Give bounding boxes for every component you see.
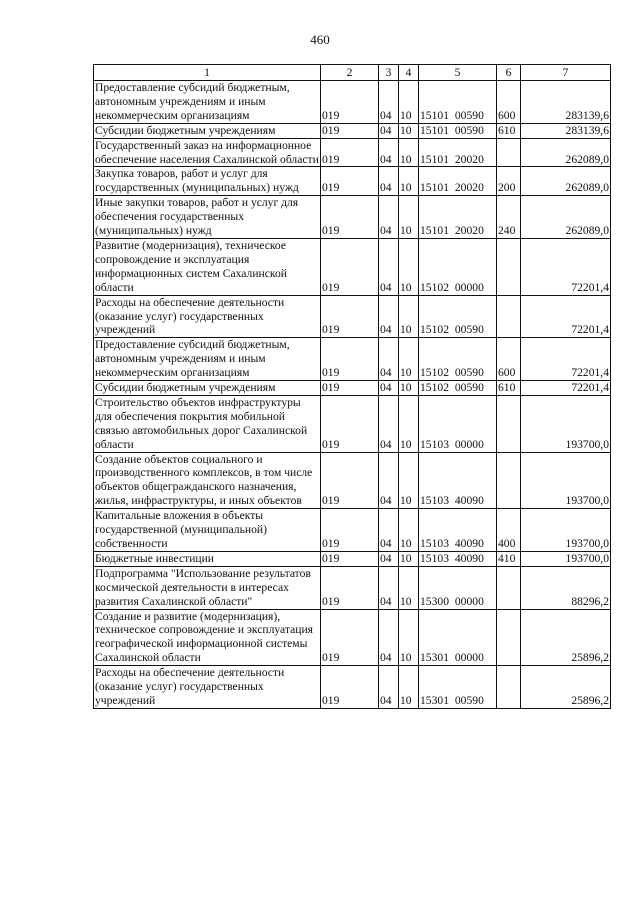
row-subsection-cell: 10 bbox=[399, 238, 419, 295]
table-body bbox=[94, 81, 611, 709]
row-code-cell: 019 bbox=[321, 167, 379, 196]
row-section-cell: 04 bbox=[379, 395, 399, 452]
table-row bbox=[94, 167, 611, 196]
page-number: 460 bbox=[310, 32, 330, 47]
table-row bbox=[94, 609, 611, 666]
row-subsection-cell: 10 bbox=[399, 338, 419, 381]
row-amount-cell: 72201,4 bbox=[521, 338, 611, 381]
row-expense-type-cell: 610 bbox=[497, 123, 521, 138]
row-expense-type-cell: 240 bbox=[497, 196, 521, 239]
row-amount-cell: 193700,0 bbox=[521, 452, 611, 509]
row-expense-type-cell bbox=[497, 138, 521, 167]
row-expense-type-cell bbox=[497, 238, 521, 295]
row-code-cell: 019 bbox=[321, 138, 379, 167]
row-expense-type-cell: 610 bbox=[497, 381, 521, 396]
row-expense-type-cell bbox=[497, 609, 521, 666]
row-expense-type-cell bbox=[497, 452, 521, 509]
row-subsection-cell: 10 bbox=[399, 381, 419, 396]
header-col-4: 4 bbox=[399, 65, 419, 81]
row-expense-type-cell bbox=[497, 566, 521, 609]
table-row bbox=[94, 196, 611, 239]
row-subsection-cell: 10 bbox=[399, 167, 419, 196]
table-row bbox=[94, 295, 611, 338]
row-code-cell: 019 bbox=[321, 196, 379, 239]
row-name-cell: Создание объектов социального и производственного комплексов, в том числе объектов общегражданского назначения, жилья, инфраструктуры, и иных объектов bbox=[94, 452, 321, 509]
row-code-cell: 019 bbox=[321, 566, 379, 609]
row-amount-cell: 25896,2 bbox=[521, 609, 611, 666]
row-subsection-cell: 10 bbox=[399, 196, 419, 239]
row-subsection-cell: 10 bbox=[399, 138, 419, 167]
row-target-article-cell: 15101 20020 bbox=[419, 138, 497, 167]
row-name-cell: Предоставление субсидий бюджетным, автономным учреждениям и иным некоммерческим организациям bbox=[94, 81, 321, 124]
row-name-cell: Предоставление субсидий бюджетным, автономным учреждениям и иным некоммерческим организациям bbox=[94, 338, 321, 381]
row-target-article-cell: 15102 00590 bbox=[419, 381, 497, 396]
row-amount-cell: 262089,0 bbox=[521, 138, 611, 167]
table-row bbox=[94, 666, 611, 709]
row-code-cell: 019 bbox=[321, 551, 379, 566]
row-expense-type-cell: 410 bbox=[497, 551, 521, 566]
row-code-cell: 019 bbox=[321, 338, 379, 381]
row-section-cell: 04 bbox=[379, 666, 399, 709]
table-row bbox=[94, 338, 611, 381]
row-section-cell: 04 bbox=[379, 238, 399, 295]
row-code-cell: 019 bbox=[321, 609, 379, 666]
row-section-cell: 04 bbox=[379, 196, 399, 239]
row-section-cell: 04 bbox=[379, 123, 399, 138]
row-subsection-cell: 10 bbox=[399, 551, 419, 566]
table-row bbox=[94, 123, 611, 138]
row-code-cell: 019 bbox=[321, 509, 379, 552]
row-target-article-cell: 15103 40090 bbox=[419, 509, 497, 552]
row-name-cell: Подпрограмма "Использование результатов космической деятельности в интересах развития Сахалинской области" bbox=[94, 566, 321, 609]
row-subsection-cell: 10 bbox=[399, 566, 419, 609]
row-section-cell: 04 bbox=[379, 381, 399, 396]
row-subsection-cell: 10 bbox=[399, 509, 419, 552]
row-name-cell: Субсидии бюджетным учреждениям bbox=[94, 123, 321, 138]
row-expense-type-cell: 600 bbox=[497, 81, 521, 124]
row-target-article-cell: 15103 40090 bbox=[419, 452, 497, 509]
table-row bbox=[94, 551, 611, 566]
table-row bbox=[94, 395, 611, 452]
budget-table bbox=[93, 64, 611, 709]
row-subsection-cell: 10 bbox=[399, 295, 419, 338]
row-section-cell: 04 bbox=[379, 509, 399, 552]
row-section-cell: 04 bbox=[379, 138, 399, 167]
row-amount-cell: 262089,0 bbox=[521, 196, 611, 239]
row-code-cell: 019 bbox=[321, 395, 379, 452]
row-target-article-cell: 15102 00000 bbox=[419, 238, 497, 295]
row-name-cell: Капитальные вложения в объекты государственной (муниципальной) собственности bbox=[94, 509, 321, 552]
row-code-cell: 019 bbox=[321, 123, 379, 138]
row-amount-cell: 193700,0 bbox=[521, 395, 611, 452]
row-name-cell: Расходы на обеспечение деятельности (оказание услуг) государственных учреждений bbox=[94, 295, 321, 338]
row-section-cell: 04 bbox=[379, 81, 399, 124]
row-amount-cell: 283139,6 bbox=[521, 123, 611, 138]
row-code-cell: 019 bbox=[321, 238, 379, 295]
row-subsection-cell: 10 bbox=[399, 81, 419, 124]
header-col-7: 7 bbox=[521, 65, 611, 81]
row-expense-type-cell: 200 bbox=[497, 167, 521, 196]
row-code-cell: 019 bbox=[321, 452, 379, 509]
row-subsection-cell: 10 bbox=[399, 666, 419, 709]
row-name-cell: Развитие (модернизация), техническое сопровождение и эксплуатация информационных систем Сахалинской области bbox=[94, 238, 321, 295]
row-expense-type-cell bbox=[497, 395, 521, 452]
row-amount-cell: 25896,2 bbox=[521, 666, 611, 709]
header-col-2: 2 bbox=[321, 65, 379, 81]
table-row bbox=[94, 509, 611, 552]
row-section-cell: 04 bbox=[379, 167, 399, 196]
row-target-article-cell: 15101 00590 bbox=[419, 123, 497, 138]
row-code-cell: 019 bbox=[321, 295, 379, 338]
row-amount-cell: 72201,4 bbox=[521, 295, 611, 338]
row-subsection-cell: 10 bbox=[399, 609, 419, 666]
row-target-article-cell: 15101 20020 bbox=[419, 196, 497, 239]
row-code-cell: 019 bbox=[321, 666, 379, 709]
row-target-article-cell: 15300 00000 bbox=[419, 566, 497, 609]
row-name-cell: Иные закупки товаров, работ и услуг для обеспечения государственных (муниципальных) нужд bbox=[94, 196, 321, 239]
row-code-cell: 019 bbox=[321, 381, 379, 396]
row-target-article-cell: 15102 00590 bbox=[419, 338, 497, 381]
row-name-cell: Закупка товаров, работ и услуг для государственных (муниципальных) нужд bbox=[94, 167, 321, 196]
row-expense-type-cell: 600 bbox=[497, 338, 521, 381]
table-row bbox=[94, 566, 611, 609]
row-amount-cell: 72201,4 bbox=[521, 381, 611, 396]
row-section-cell: 04 bbox=[379, 609, 399, 666]
row-target-article-cell: 15101 20020 bbox=[419, 167, 497, 196]
table-row bbox=[94, 238, 611, 295]
row-section-cell: 04 bbox=[379, 338, 399, 381]
header-col-1: 1 bbox=[94, 65, 321, 81]
row-amount-cell: 72201,4 bbox=[521, 238, 611, 295]
row-amount-cell: 193700,0 bbox=[521, 551, 611, 566]
row-amount-cell: 193700,0 bbox=[521, 509, 611, 552]
row-name-cell: Бюджетные инвестиции bbox=[94, 551, 321, 566]
table-row bbox=[94, 452, 611, 509]
row-code-cell: 019 bbox=[321, 81, 379, 124]
row-expense-type-cell bbox=[497, 666, 521, 709]
table-row bbox=[94, 381, 611, 396]
row-expense-type-cell bbox=[497, 295, 521, 338]
table-row bbox=[94, 81, 611, 124]
row-target-article-cell: 15301 00590 bbox=[419, 666, 497, 709]
table-header-row bbox=[94, 65, 611, 81]
row-amount-cell: 262089,0 bbox=[521, 167, 611, 196]
row-target-article-cell: 15301 00000 bbox=[419, 609, 497, 666]
row-subsection-cell: 10 bbox=[399, 452, 419, 509]
header-col-5: 5 bbox=[419, 65, 497, 81]
row-target-article-cell: 15101 00590 bbox=[419, 81, 497, 124]
row-target-article-cell: 15102 00590 bbox=[419, 295, 497, 338]
row-section-cell: 04 bbox=[379, 566, 399, 609]
row-subsection-cell: 10 bbox=[399, 395, 419, 452]
row-section-cell: 04 bbox=[379, 452, 399, 509]
table-row bbox=[94, 138, 611, 167]
row-subsection-cell: 10 bbox=[399, 123, 419, 138]
row-amount-cell: 283139,6 bbox=[521, 81, 611, 124]
row-name-cell: Субсидии бюджетным учреждениям bbox=[94, 381, 321, 396]
row-section-cell: 04 bbox=[379, 551, 399, 566]
row-target-article-cell: 15103 40090 bbox=[419, 551, 497, 566]
row-amount-cell: 88296,2 bbox=[521, 566, 611, 609]
header-col-3: 3 bbox=[379, 65, 399, 81]
row-name-cell: Строительство объектов инфраструктуры для обеспечения покрытия мобильной связью автомобильных дорог Сахалинской области bbox=[94, 395, 321, 452]
row-name-cell: Государственный заказ на информационное обеспечение населения Сахалинской области bbox=[95, 138, 319, 166]
row-name-cell: Создание и развитие (модернизация), техническое сопровождение и эксплуатация географической информационной системы Сахалинской области bbox=[94, 609, 321, 666]
row-section-cell: 04 bbox=[379, 295, 399, 338]
row-name-cell: Расходы на обеспечение деятельности (оказание услуг) государственных учреждений bbox=[94, 666, 321, 709]
row-expense-type-cell: 400 bbox=[497, 509, 521, 552]
row-target-article-cell: 15103 00000 bbox=[419, 395, 497, 452]
header-col-6: 6 bbox=[497, 65, 521, 81]
